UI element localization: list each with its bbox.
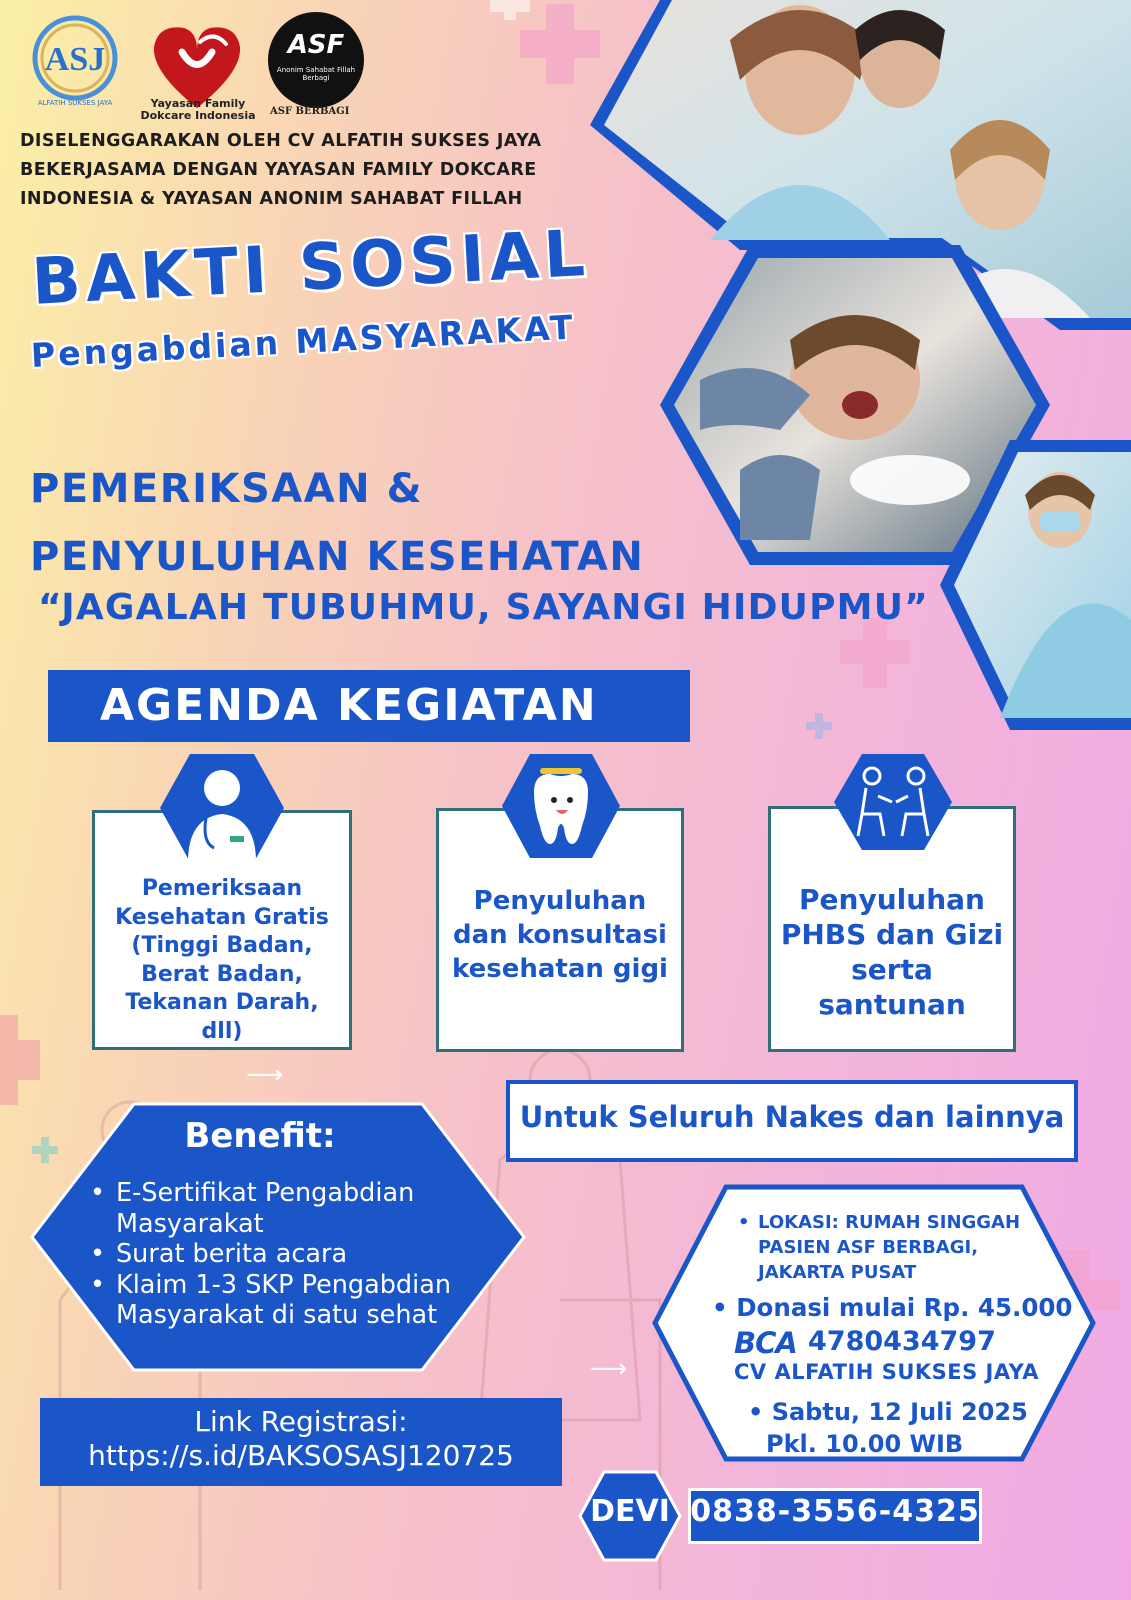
schedule-time: Pkl. 10.00 WIB xyxy=(766,1430,964,1458)
schedule-info xyxy=(748,1396,1028,1460)
plus-decoration xyxy=(490,0,530,20)
family-dokcare-caption: Yayasan Family Dokcare Indonesia xyxy=(140,97,256,122)
plus-decoration xyxy=(0,1015,40,1105)
bank-account-name: CV ALFATIH SUKSES JAYA xyxy=(734,1360,1040,1384)
consultation-icon xyxy=(832,752,954,852)
agenda-text-line: Penyuluhan xyxy=(799,883,985,916)
location-text: LOKASI: RUMAH SINGGAH xyxy=(758,1212,1021,1233)
agenda-text-line: dan konsultasi xyxy=(453,920,667,950)
agenda-card-phbs-text xyxy=(772,882,1012,1022)
asf-logo-title: ASF xyxy=(287,30,345,60)
bullet-icon: • xyxy=(738,1212,750,1233)
agenda-text-line: PHBS dan Gizi xyxy=(780,918,1004,951)
organizer-line: DISELENGGARAKAN OLEH CV ALFATIH SUKSES JAYA xyxy=(20,131,542,151)
benefit-title: Benefit: xyxy=(184,1116,336,1156)
location-line: PASIEN ASF BERBAGI, xyxy=(758,1237,979,1258)
arrow-icon: ⟶ xyxy=(246,1060,284,1090)
asf-logo xyxy=(268,12,364,108)
date-text: Sabtu, 12 Juli 2025 xyxy=(771,1398,1028,1426)
agenda-text-line: serta xyxy=(851,953,933,986)
donation-info: • Donasi mulai Rp. 45.000 xyxy=(712,1293,1073,1322)
agenda-text-line: (Tinggi Badan, xyxy=(131,933,313,958)
donation-text: Donasi mulai Rp. 45.000 xyxy=(736,1293,1073,1322)
benefit-item: • Klaim 1-3 SKP Pengabdian Masyarakat di satu sehat xyxy=(90,1270,490,1331)
agenda-card-dental-text xyxy=(440,884,680,986)
exam-heading-line: PEMERIKSAAN & xyxy=(30,466,423,512)
organizer-line: BEKERJASAMA DENGAN YAYASAN FAMILY DOKCARE xyxy=(20,160,537,180)
slogan: “JAGALAH TUBUHMU, SAYANGI HIDUPMU” xyxy=(38,587,930,628)
exam-heading xyxy=(30,455,644,591)
photo-collage xyxy=(590,0,1131,740)
asj-logo-text: ASJ xyxy=(44,41,106,78)
agenda-text-line: dll) xyxy=(201,1018,243,1044)
bank-account-number: 4780434797 xyxy=(808,1326,996,1357)
location-line xyxy=(738,1210,1048,1235)
audience-text: Untuk Seluruh Nakes dan lainnya xyxy=(519,1100,1065,1134)
asf-logo-caption: ASF BERBAGI xyxy=(270,106,350,117)
schedule-date: • Sabtu, 12 Juli 2025 xyxy=(748,1398,1028,1426)
plus-decoration xyxy=(520,4,600,84)
arrow-icon: ⟶ xyxy=(590,1354,628,1384)
organizer-text xyxy=(20,127,620,214)
agenda-text-line: Kesehatan Gratis xyxy=(115,904,329,930)
agenda-heading: AGENDA KEGIATAN xyxy=(100,680,598,731)
agenda-text-line: santunan xyxy=(818,988,966,1021)
benefit-item: • Surat berita acara xyxy=(90,1239,490,1270)
tooth-icon xyxy=(500,752,622,860)
agenda-text-line: kesehatan gigi xyxy=(452,954,668,984)
exam-heading-line: PENYULUHAN KESEHATAN xyxy=(30,534,645,580)
agenda-text-line: Tekanan Darah, xyxy=(125,990,319,1015)
asj-logo-caption: ALFATIH SUKSES JAYA xyxy=(37,99,113,107)
contact-phone[interactable]: 0838-3556-4325 xyxy=(690,1494,980,1529)
location-line: JAKARTA PUSAT xyxy=(758,1262,917,1283)
asf-logo-subtitle: Anonim Sahabat Fillah Berbagi xyxy=(276,66,356,82)
agenda-text-line: Penyuluhan xyxy=(473,886,647,916)
registration-text[interactable] xyxy=(40,1405,562,1473)
contact-name: DEVI xyxy=(590,1494,670,1529)
location-info xyxy=(738,1210,1048,1285)
event-subtitle: Pengabdian MASYARAKAT xyxy=(30,307,577,375)
bca-logo: BCA xyxy=(734,1326,797,1360)
asj-logo xyxy=(22,12,128,108)
organizer-line: INDONESIA & YAYASAN ANONIM SAHABAT FILLAH xyxy=(20,189,523,209)
agenda-text-line: Berat Badan, xyxy=(141,961,303,987)
registration-link[interactable]: https://s.id/BAKSOSASJ120725 xyxy=(88,1439,514,1472)
event-title: BAKTI SOSIAL xyxy=(30,216,592,320)
doctor-icon xyxy=(158,752,286,864)
agenda-text-line: Pemeriksaan xyxy=(141,876,303,901)
benefit-item: • E-Sertifikat Pengabdian Masyarakat xyxy=(90,1178,490,1239)
agenda-card-health-check-text xyxy=(96,875,348,1046)
benefit-list xyxy=(90,1178,490,1331)
registration-label: Link Registrasi: xyxy=(194,1405,408,1438)
